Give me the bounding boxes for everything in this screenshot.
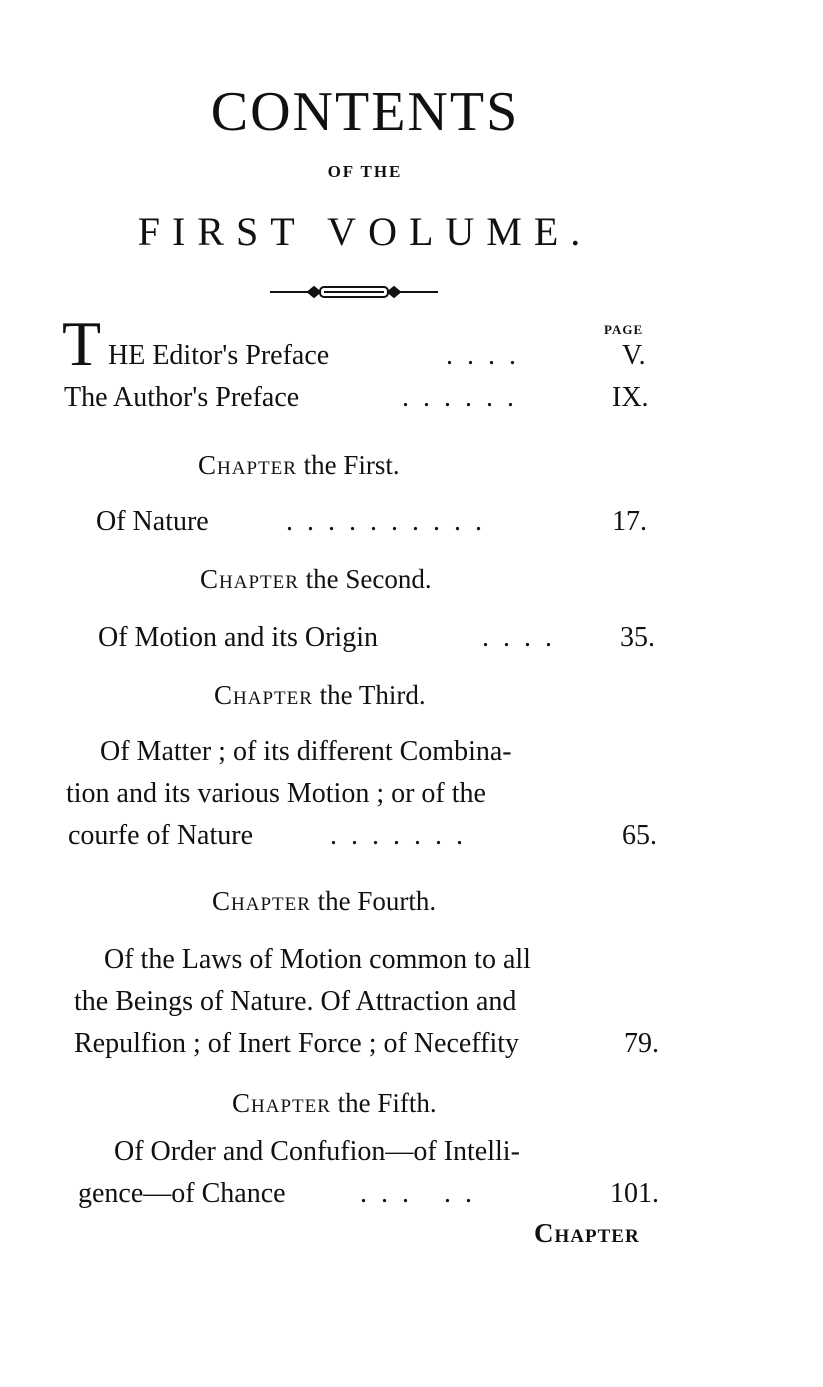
chapter-ordinal: the Second. [305, 564, 432, 594]
page-number: 101. [610, 1178, 659, 1209]
of-the-label: OF THE [327, 162, 403, 181]
chapter-entry: Of Nature [96, 506, 209, 537]
page-number: IX. [612, 382, 649, 413]
chapter-label: Chapter [200, 564, 299, 594]
chapter-ordinal: the Fifth. [337, 1088, 437, 1118]
dot-leader: .......... [286, 506, 496, 537]
chapter-heading [198, 450, 400, 481]
dot-leader: ....... [330, 820, 477, 851]
dot-leader: .... [482, 622, 566, 653]
author-preface-entry: The Author's Preface [64, 382, 300, 413]
dot-leader: .... [446, 340, 530, 371]
chapter-entry: the Beings of Nature. Of Attraction and [74, 986, 517, 1017]
chapter-entry: Repulfion ; of Inert Force ; of Neceffity [74, 1028, 520, 1059]
chapter-label: Chapter [212, 886, 311, 916]
volume-title: FIRST VOLUME. [137, 209, 593, 254]
chapter-entry: gence—of Chance [78, 1178, 286, 1209]
page-number: 17. [612, 506, 647, 537]
chapter-entry: courfe of Nature [68, 820, 254, 851]
chapter-label: Chapter [232, 1088, 331, 1118]
chapter-heading [232, 1088, 437, 1119]
dot-leader: ...... [402, 382, 528, 413]
chapter-ordinal: the Fourth. [317, 886, 437, 916]
page-number: 65. [622, 820, 657, 851]
ornament-rule-icon [268, 284, 440, 300]
chapter-heading [212, 886, 436, 917]
editor-preface-entry: HE Editor's Preface [108, 340, 330, 371]
dot-leader: ... .. [360, 1178, 486, 1209]
chapter-entry: Of the Laws of Motion common to all [104, 944, 531, 975]
page-column-header: PAGE [604, 322, 644, 337]
chapter-label: Chapter [198, 450, 297, 480]
page-title: CONTENTS [210, 81, 520, 143]
chapter-heading [200, 564, 432, 595]
chapter-ordinal: the First. [303, 450, 400, 480]
drop-cap: T [62, 308, 102, 379]
chapter-ordinal: the Third. [319, 680, 426, 710]
chapter-label: Chapter [214, 680, 313, 710]
page-number: 79. [624, 1028, 659, 1059]
chapter-heading [214, 680, 426, 711]
chapter-entry: Of Matter ; of its different Combina- [100, 736, 512, 767]
chapter-entry: Of Motion and its Origin [98, 622, 378, 653]
page-number: 35. [620, 622, 655, 653]
page-number: V. [622, 340, 646, 371]
chapter-entry: tion and its various Motion ; or of the [66, 778, 486, 809]
catchword: Chapter [534, 1218, 640, 1248]
chapter-entry: Of Order and Confufion—of Intelli- [114, 1136, 520, 1167]
